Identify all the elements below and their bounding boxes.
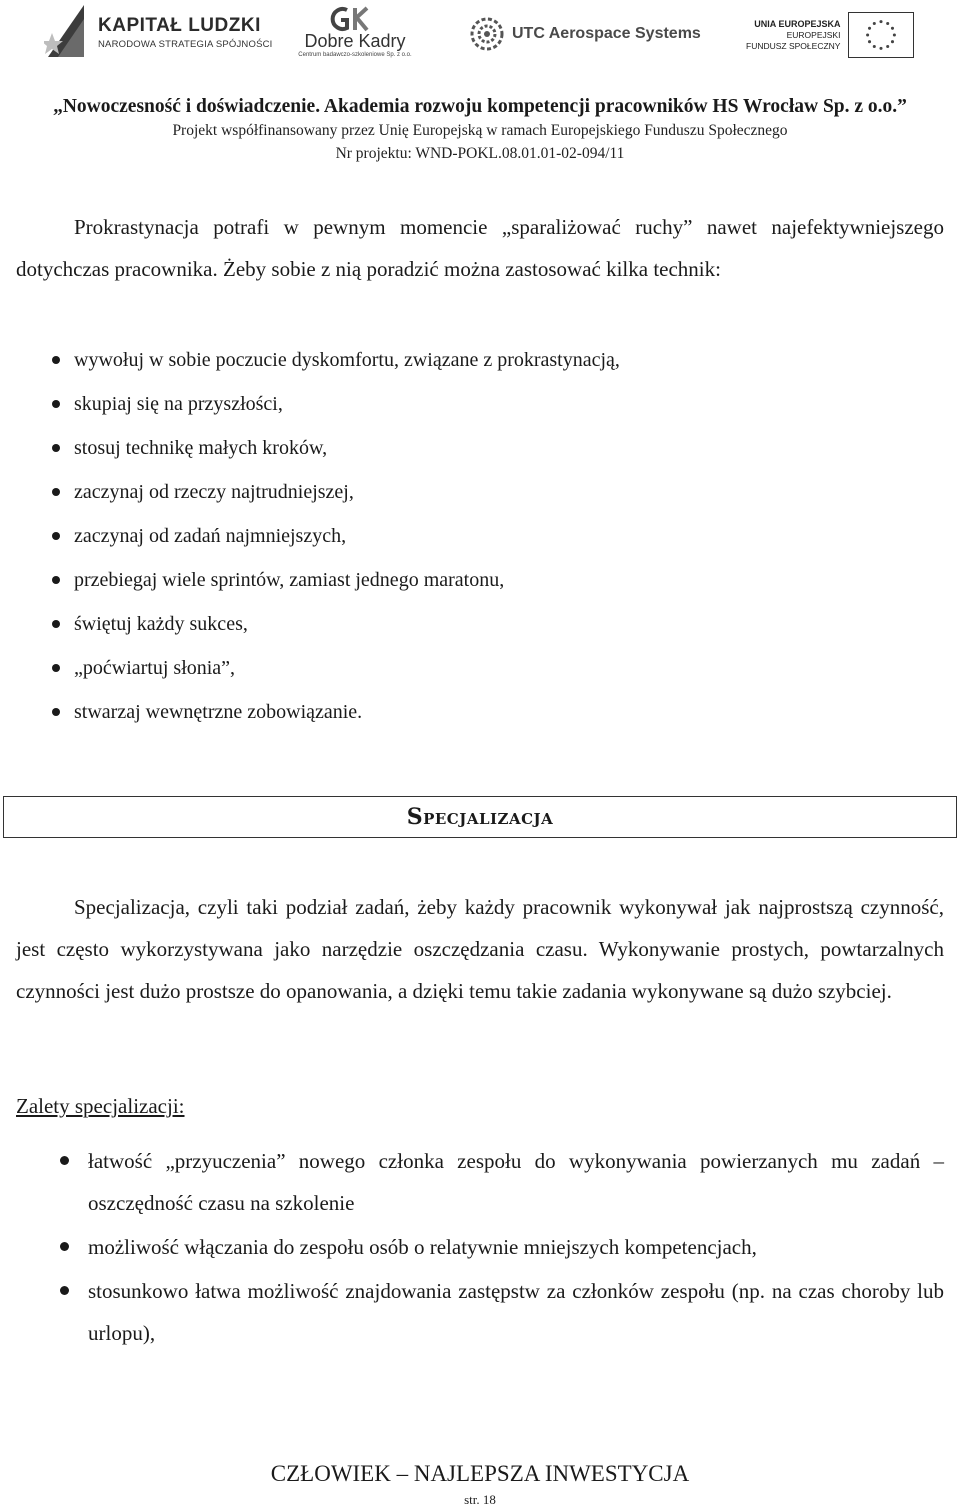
dobre-kadry-logo-icon xyxy=(325,6,385,32)
list-item: przebiegaj wiele sprintów, zamiast jednego maratonu, xyxy=(0,558,960,602)
eu-line-3: FUNDUSZ SPOŁECZNY xyxy=(746,40,841,51)
list-item: możliwość włączania do zespołu osób o relatywnie mniejszych kompetencjach, xyxy=(0,1226,960,1268)
bullet-icon xyxy=(60,1242,69,1251)
kapital-ludzki-name: KAPITAŁ LUDZKI xyxy=(98,14,261,36)
zalety-heading: Zalety specjalizacji: xyxy=(16,1094,185,1118)
list-item: „poćwiartuj słonia”, xyxy=(0,646,960,690)
bullet-icon xyxy=(60,1156,69,1165)
list-item: zaczynaj od zadań najmniejszych, xyxy=(0,514,960,558)
section-title: Specjalizacja xyxy=(406,804,554,830)
list-item: wywołuj w sobie poczucie dyskomfortu, związane z prokrastynacją, xyxy=(0,338,960,382)
dobre-kadry-subtitle: Centrum badawczo-szkoleniowe Sp. z o.o. xyxy=(298,52,412,58)
list-item: stosunkowo łatwa możliwość znajdowania zastępstw za członków zespołu (np. na czas choroby lub urlopu), xyxy=(0,1270,960,1354)
specjalizacja-paragraph: Specjalizacja, czyli taki podział zadań, żeby każdy pracownik wykonywał jak najprostszą czynność, jest często wykorzystywana jako narzędzie oszczędzania czasu. Wykonywanie prostych, powtarzalnych czynności jest dużo prostsze do opanowania, a dzięki temu takie zadania wykonywane są dużo szybciej. xyxy=(16,895,944,1003)
list-item: stwarzaj wewnętrzne zobowiązanie. xyxy=(0,690,960,734)
bullet-icon xyxy=(52,488,60,496)
bullet-icon xyxy=(52,532,60,540)
bullet-icon xyxy=(52,708,60,716)
bullet-icon xyxy=(52,620,60,628)
dobre-kadry-name: Dobre Kadry xyxy=(304,31,406,51)
list-item: zaczynaj od rzeczy najtrudniejszej, xyxy=(0,470,960,514)
list-item: skupiaj się na przyszłości, xyxy=(0,382,960,426)
project-title: „Nowoczesność i doświadczenie. Akademia rozwoju kompetencji pracowników HS Wrocław Sp. z o.o.” xyxy=(53,96,907,117)
bullet-icon xyxy=(52,664,60,672)
section-heading-box xyxy=(3,796,957,838)
kapital-ludzki-subtitle: NARODOWA STRATEGIA SPÓJNOŚCI xyxy=(98,38,273,50)
kapital-ludzki-logo-icon xyxy=(44,3,90,61)
eu-line-1: UNIA EUROPEJSKA xyxy=(754,18,841,29)
bullet-icon xyxy=(52,400,60,408)
bullet-icon xyxy=(52,356,60,364)
list-item: stosuj technikę małych kroków, xyxy=(0,426,960,470)
eu-line-2: EUROPEJSKI xyxy=(786,29,841,40)
utc-logo-icon xyxy=(470,17,504,51)
list-item: łatwość „przyuczenia” nowego członka zespołu do wykonywania powierzanych mu zadań – oszczędność czasu na szkolenie xyxy=(0,1140,960,1224)
zalety-list xyxy=(0,1140,960,1354)
bullet-icon xyxy=(60,1286,69,1295)
utc-logo xyxy=(470,16,701,52)
list-item: świętuj każdy sukces, xyxy=(0,602,960,646)
project-subtitle: Projekt współfinansowany przez Unię Europejską w ramach Europejskiego Funduszu Społecznego xyxy=(172,122,788,139)
eu-logo xyxy=(746,10,914,60)
bullet-icon xyxy=(52,576,60,584)
footer-slogan: CZŁOWIEK – NAJLEPSZA INWESTYCJA xyxy=(270,1461,690,1486)
dobre-kadry-logo xyxy=(298,6,412,64)
eu-flag-icon xyxy=(848,12,914,58)
bullet-icon xyxy=(52,444,60,452)
techniques-list xyxy=(0,338,960,734)
kapital-ludzki-logo xyxy=(44,2,273,62)
project-number: Nr projektu: WND-POKL.08.01.01-02-094/11 xyxy=(335,145,625,162)
utc-name: UTC Aerospace Systems xyxy=(512,25,701,42)
page-number: str. 18 xyxy=(464,1492,496,1507)
intro-paragraph: Prokrastynacja potrafi w pewnym momencie „sparaliżować ruchy” nawet najefektywniejszego dotychczas pracownika. Żeby sobie z nią poradzić można zastosować kilka technik: xyxy=(16,215,944,281)
